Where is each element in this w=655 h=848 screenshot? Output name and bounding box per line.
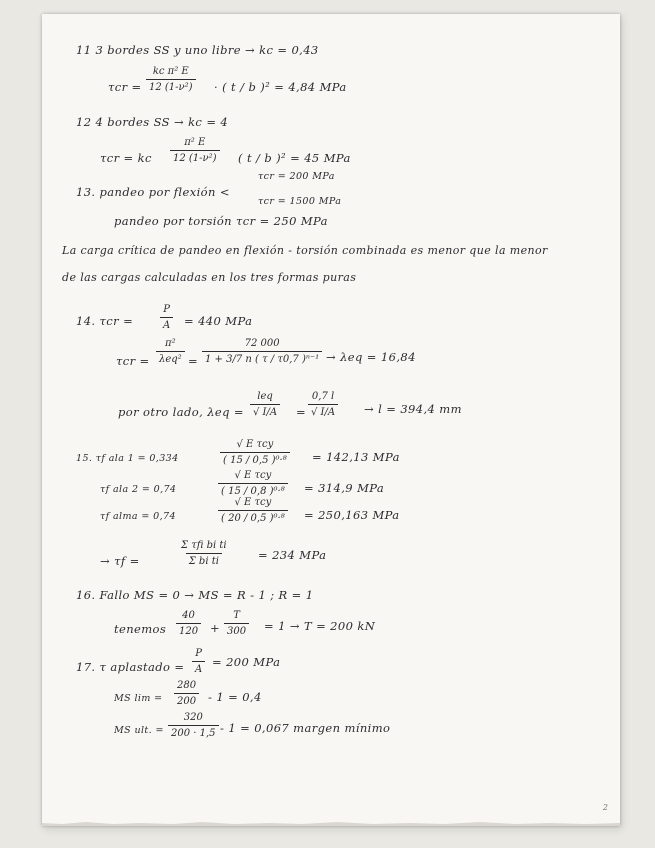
problem-17-ms-ult-denominator: 200 · 1,5 — [168, 725, 219, 739]
problem-17-result: = 200 MPa — [212, 655, 281, 669]
problem-14-length-numerator: 0,7 l — [311, 391, 335, 402]
problem-17-fraction — [192, 648, 205, 675]
problem-11-lhs: τcr = — [108, 80, 142, 94]
problem-12-lhs: τcr = kc — [100, 151, 152, 165]
problem-14-equals-2: = — [296, 405, 307, 419]
problem-14-leq-denominator: √ I/A — [250, 404, 280, 418]
problem-16-plus: + — [210, 621, 221, 635]
problem-15-weighted-lhs: → τf = — [100, 554, 140, 568]
problem-15-flange-1: 15. τf ala 1 = 0,334 — [76, 453, 179, 464]
problem-14-equation-lhs: τcr = — [116, 354, 150, 368]
problem-15-flange-2-result: = 314,9 MPa — [304, 481, 385, 495]
problem-14-length-denominator: √ I/A — [308, 404, 338, 418]
problem-14-lambda-result: → λeq = 16,84 — [326, 350, 416, 364]
problem-15-web-denominator: ( 20 / 0,5 )⁰·⁸ — [218, 510, 288, 524]
problem-14-numerator: P — [163, 304, 170, 315]
problem-13-conclusion-line-2: de las cargas calculadas en los tres formas puras — [62, 271, 357, 284]
problem-14-equals: = — [188, 354, 199, 368]
problem-12-result: ( t / b )² = 45 MPa — [238, 151, 351, 165]
problem-15-weighted-numerator: Σ τfi bi ti — [181, 540, 227, 551]
problem-15-weighted-result: = 234 MPa — [258, 548, 327, 562]
problem-17-ms-lim-denominator: 200 — [174, 693, 199, 707]
problem-17-ms-ult-numerator: 320 — [183, 712, 203, 723]
problem-15-web: τf alma = 0,74 — [100, 511, 176, 522]
problem-15-flange-1-denominator: ( 15 / 0,5 )⁰·⁸ — [220, 452, 290, 466]
problem-16-fraction-1-numerator: 40 — [182, 610, 195, 621]
problem-14-ramberg-fraction — [202, 338, 322, 365]
problem-14-fraction — [160, 304, 173, 331]
problem-14-euler-denominator: λeq² — [156, 351, 185, 365]
problem-16-statement: 16. Fallo MS = 0 → MS = R - 1 ; R = 1 — [76, 588, 314, 602]
problem-12-fraction — [170, 137, 220, 164]
problem-12-statement: 12 4 bordes SS → kc = 4 — [76, 115, 229, 129]
problem-13-statement: 13. pandeo por flexión < — [76, 185, 230, 199]
problem-16-fraction-2-numerator: T — [233, 610, 240, 621]
problem-11-denominator: 12 (1-ν²) — [146, 79, 196, 93]
problem-17-ms-ult-fraction — [168, 712, 219, 739]
problem-17-ms-lim-numerator: 280 — [177, 680, 197, 691]
problem-14-euler-numerator: π² — [165, 338, 176, 349]
problem-13-torsion: pandeo por torsión τcr = 250 MPa — [114, 214, 328, 228]
problem-17-ms-ult-lhs: MS ult. = — [114, 725, 164, 736]
problem-17-numerator: P — [195, 648, 202, 659]
problem-16-fraction-1 — [176, 610, 201, 637]
problem-14-length-result: → l = 394,4 mm — [364, 402, 462, 416]
problem-11-result: · ( t / b )² = 4,84 MPa — [214, 80, 347, 94]
problem-14-leq-fraction — [250, 391, 280, 418]
problem-11-numerator: kc π² E — [152, 66, 189, 77]
problem-15-flange-2-fraction — [218, 470, 288, 497]
problem-13-conclusion-line-1: La carga crítica de pandeo en flexión - torsión combinada es menor que la menor — [62, 244, 548, 257]
problem-15-flange-2: τf ala 2 = 0,74 — [100, 484, 177, 495]
problem-14-length-fraction — [308, 391, 338, 418]
problem-15-flange-1-result: = 142,13 MPa — [312, 450, 400, 464]
page-number: 2 — [602, 803, 608, 812]
problem-15-web-result: = 250,163 MPa — [304, 508, 400, 522]
problem-14-other-side: por otro lado, λeq = — [118, 405, 244, 419]
problem-13-flexion-lower: τcr = 1500 MPa — [258, 196, 342, 207]
problem-15-weighted-fraction — [178, 540, 230, 567]
problem-17-ms-ult-result: - 1 = 0,067 margen mínimo — [220, 721, 391, 735]
problem-13-flexion-upper: τcr = 200 MPa — [258, 171, 335, 182]
problem-15-web-fraction — [218, 497, 288, 524]
problem-15-web-numerator: √ E τcy — [234, 497, 272, 508]
problem-15-flange-2-denominator: ( 15 / 0,8 )⁰·⁸ — [218, 483, 288, 497]
notebook-page — [42, 14, 620, 826]
problem-17-denominator: A — [192, 661, 205, 675]
problem-16-lhs: tenemos — [114, 622, 167, 636]
problem-16-result: = 1 → T = 200 kN — [264, 619, 376, 633]
problem-14-result: = 440 MPa — [184, 314, 253, 328]
problem-14-statement: 14. τcr = — [76, 314, 134, 328]
problem-12-denominator: 12 (1-ν²) — [170, 150, 220, 164]
problem-11-statement: 11 3 bordes SS y uno libre → kc = 0,43 — [76, 43, 319, 57]
problem-11-fraction — [146, 66, 196, 93]
problem-17-statement: 17. τ aplastado = — [76, 660, 185, 674]
problem-15-weighted-denominator: Σ bi ti — [186, 553, 222, 567]
problem-17-ms-lim-lhs: MS lim = — [114, 693, 163, 704]
problem-15-flange-2-numerator: √ E τcy — [234, 470, 272, 481]
torn-edge — [42, 820, 620, 826]
problem-17-ms-lim-result: - 1 = 0,4 — [208, 690, 262, 704]
problem-14-ramberg-denominator: 1 + 3/7 n ( τ / τ0,7 )ⁿ⁻¹ — [202, 351, 322, 365]
problem-14-leq-numerator: leq — [257, 391, 273, 402]
problem-14-euler-fraction — [156, 338, 185, 365]
problem-16-fraction-1-denominator: 120 — [176, 623, 201, 637]
problem-17-ms-lim-fraction — [174, 680, 199, 707]
problem-14-denominator: A — [160, 317, 173, 331]
problem-16-fraction-2-denominator: 300 — [224, 623, 249, 637]
problem-15-flange-1-fraction — [220, 439, 290, 466]
problem-16-fraction-2 — [224, 610, 249, 637]
problem-12-numerator: π² E — [184, 137, 206, 148]
problem-14-ramberg-numerator: 72 000 — [244, 338, 280, 349]
problem-15-flange-1-numerator: √ E τcy — [236, 439, 274, 450]
